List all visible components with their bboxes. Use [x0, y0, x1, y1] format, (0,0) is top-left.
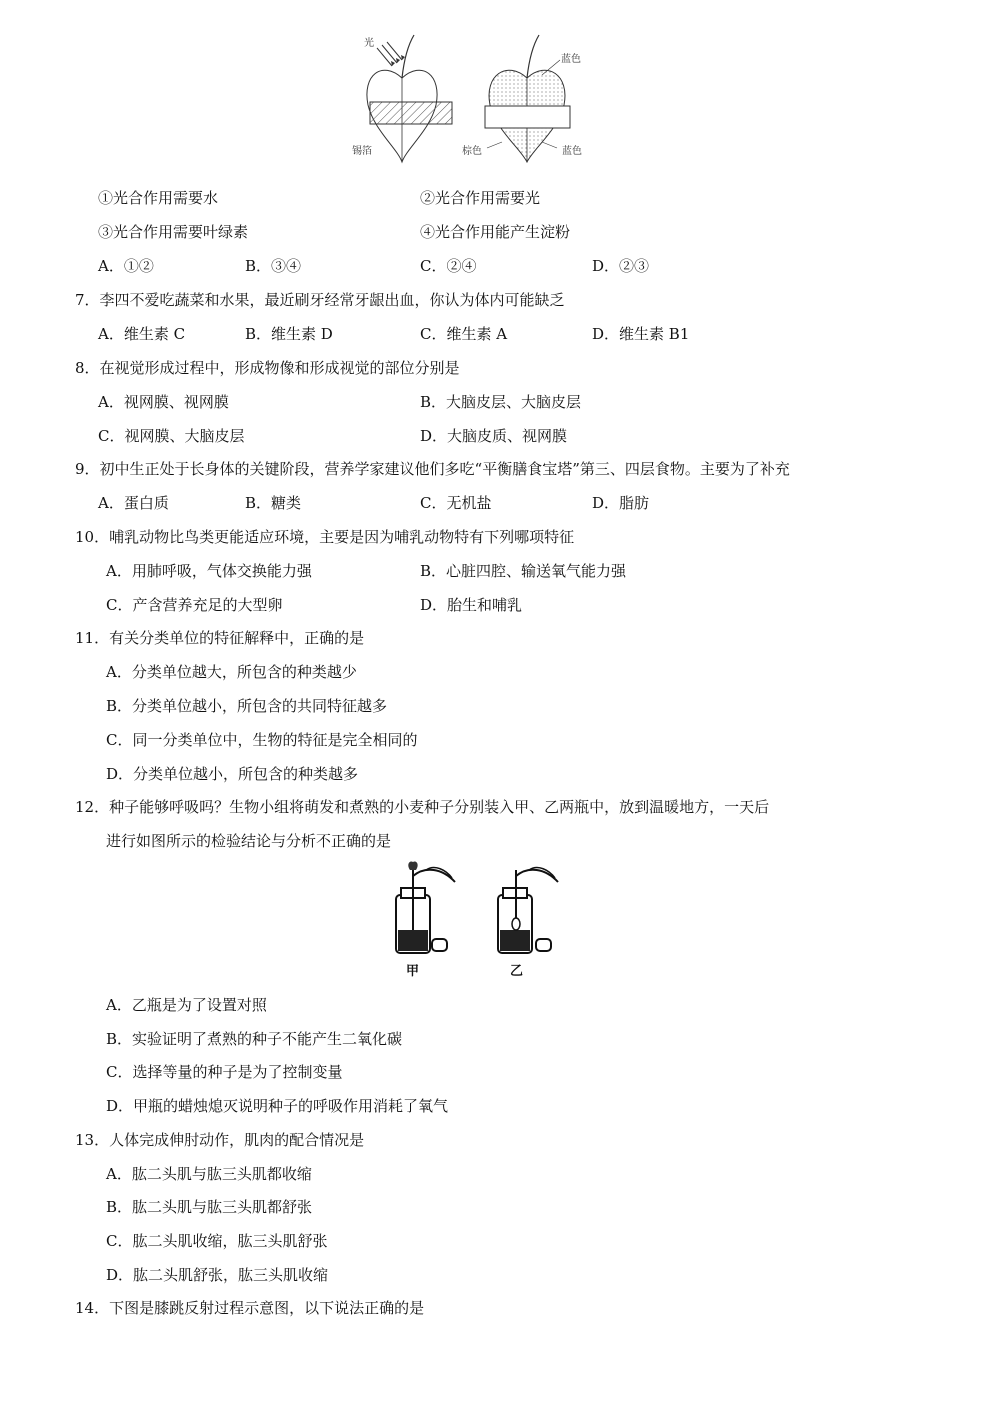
q11-option-b: B．分类单位越小，所包含的共同特征越多 [106, 697, 388, 715]
q13-option-d: D．肱二头肌舒张，肱三头肌收缩 [106, 1266, 329, 1284]
bottle-jia [396, 861, 455, 953]
light-label: 光 [364, 38, 374, 49]
q9-option-d: D．脂肪 [592, 494, 650, 512]
seed-bottles-figure [380, 860, 570, 985]
q11-option-a: A．分类单位越大，所包含的种类越少 [106, 663, 357, 681]
leaf-experiment-figure [352, 30, 602, 165]
q6-option-c: C．②④ [420, 257, 477, 275]
label-jia: 甲 [406, 964, 420, 979]
q11-option-d: D．分类单位越小，所包含的种类越多 [106, 765, 359, 783]
q12-option-d: D．甲瓶的蜡烛熄灭说明种子的呼吸作用消耗了氧气 [106, 1097, 449, 1115]
q12-option-c: C．选择等量的种子是为了控制变量 [106, 1063, 343, 1081]
q10-stem: 10．哺乳动物比鸟类更能适应环境，主要是因为哺乳动物特有下列哪项特征 [75, 528, 575, 546]
blue-bottom-label: 蓝色 [562, 146, 582, 157]
q13-option-b: B．肱二头肌与肱三头肌都舒张 [106, 1198, 313, 1216]
q13-option-c: C．肱二头肌收缩，肱三头肌舒张 [106, 1232, 328, 1250]
q7-option-c: C．维生素 A [420, 325, 508, 343]
q6-option-a: A．①② [98, 257, 154, 275]
q8-stem: 8．在视觉形成过程中，形成物像和形成视觉的部位分别是 [75, 359, 460, 377]
q9-option-a: A．蛋白质 [98, 494, 169, 512]
bottle-yi [498, 868, 558, 953]
left-leaf [367, 35, 452, 162]
q7-option-b: B．维生素 D [245, 325, 333, 343]
blue-top-label: 蓝色 [561, 54, 581, 65]
brown-label: 棕色 [462, 146, 482, 157]
q12-option-a: A．乙瓶是为了设置对照 [106, 996, 267, 1014]
q11-stem: 11．有关分类单位的特征解释中，正确的是 [75, 629, 365, 647]
q8-option-a: A．视网膜、视网膜 [98, 393, 229, 411]
q8-option-d: D．大脑皮质、视网膜 [420, 427, 568, 445]
q9-stem: 9．初中生正处于长身体的关键阶段，营养学家建议他们多吃“平衡膳食宝塔”第三、四层食物。主要为了补充 [75, 460, 790, 478]
label-yi: 乙 [510, 964, 524, 979]
q13-stem: 13．人体完成伸肘动作，肌肉的配合情况是 [75, 1131, 365, 1149]
q12-option-b: B．实验证明了煮熟的种子不能产生二氧化碳 [106, 1030, 403, 1048]
q13-option-a: A．肱二头肌与肱三头肌都收缩 [106, 1165, 312, 1183]
q9-option-b: B．糖类 [245, 494, 302, 512]
q12-stem-line1: 12．种子能够呼吸吗？生物小组将萌发和煮熟的小麦种子分别装入甲、乙两瓶中，放到温暖地方，一天后 [75, 798, 770, 816]
right-leaf [485, 35, 570, 162]
q6-statement-3: ③光合作用需要叶绿素 [98, 223, 249, 241]
q6-statement-2: ②光合作用需要光 [420, 189, 541, 207]
q10-option-a: A．用肺呼吸，气体交换能力强 [106, 562, 312, 580]
q7-option-d: D．维生素 B1 [592, 325, 690, 343]
foil-label: 锡箔 [352, 146, 372, 157]
q10-option-d: D．胎生和哺乳 [420, 596, 523, 614]
q10-option-c: C．产含营养充足的大型卵 [106, 596, 283, 614]
q7-option-a: A．维生素 C [98, 325, 186, 343]
q6-statement-4: ④光合作用能产生淀粉 [420, 223, 571, 241]
q6-statement-1: ①光合作用需要水 [98, 189, 219, 207]
q7-stem: 7．李四不爱吃蔬菜和水果，最近刷牙经常牙龈出血，你认为体内可能缺乏 [75, 291, 565, 309]
q11-option-c: C．同一分类单位中，生物的特征是完全相同的 [106, 731, 418, 749]
q14-stem: 14．下图是膝跳反射过程示意图，以下说法正确的是 [75, 1299, 425, 1317]
q10-option-b: B．心脏四腔、输送氧气能力强 [420, 562, 627, 580]
q8-option-c: C．视网膜、大脑皮层 [98, 427, 245, 445]
q6-option-b: B．③④ [245, 257, 302, 275]
q6-option-d: D．②③ [592, 257, 650, 275]
q9-option-c: C．无机盐 [420, 494, 492, 512]
q12-stem-line2: 进行如图所示的检验结论与分析不正确的是 [106, 832, 392, 850]
q8-option-b: B．大脑皮层、大脑皮层 [420, 393, 582, 411]
